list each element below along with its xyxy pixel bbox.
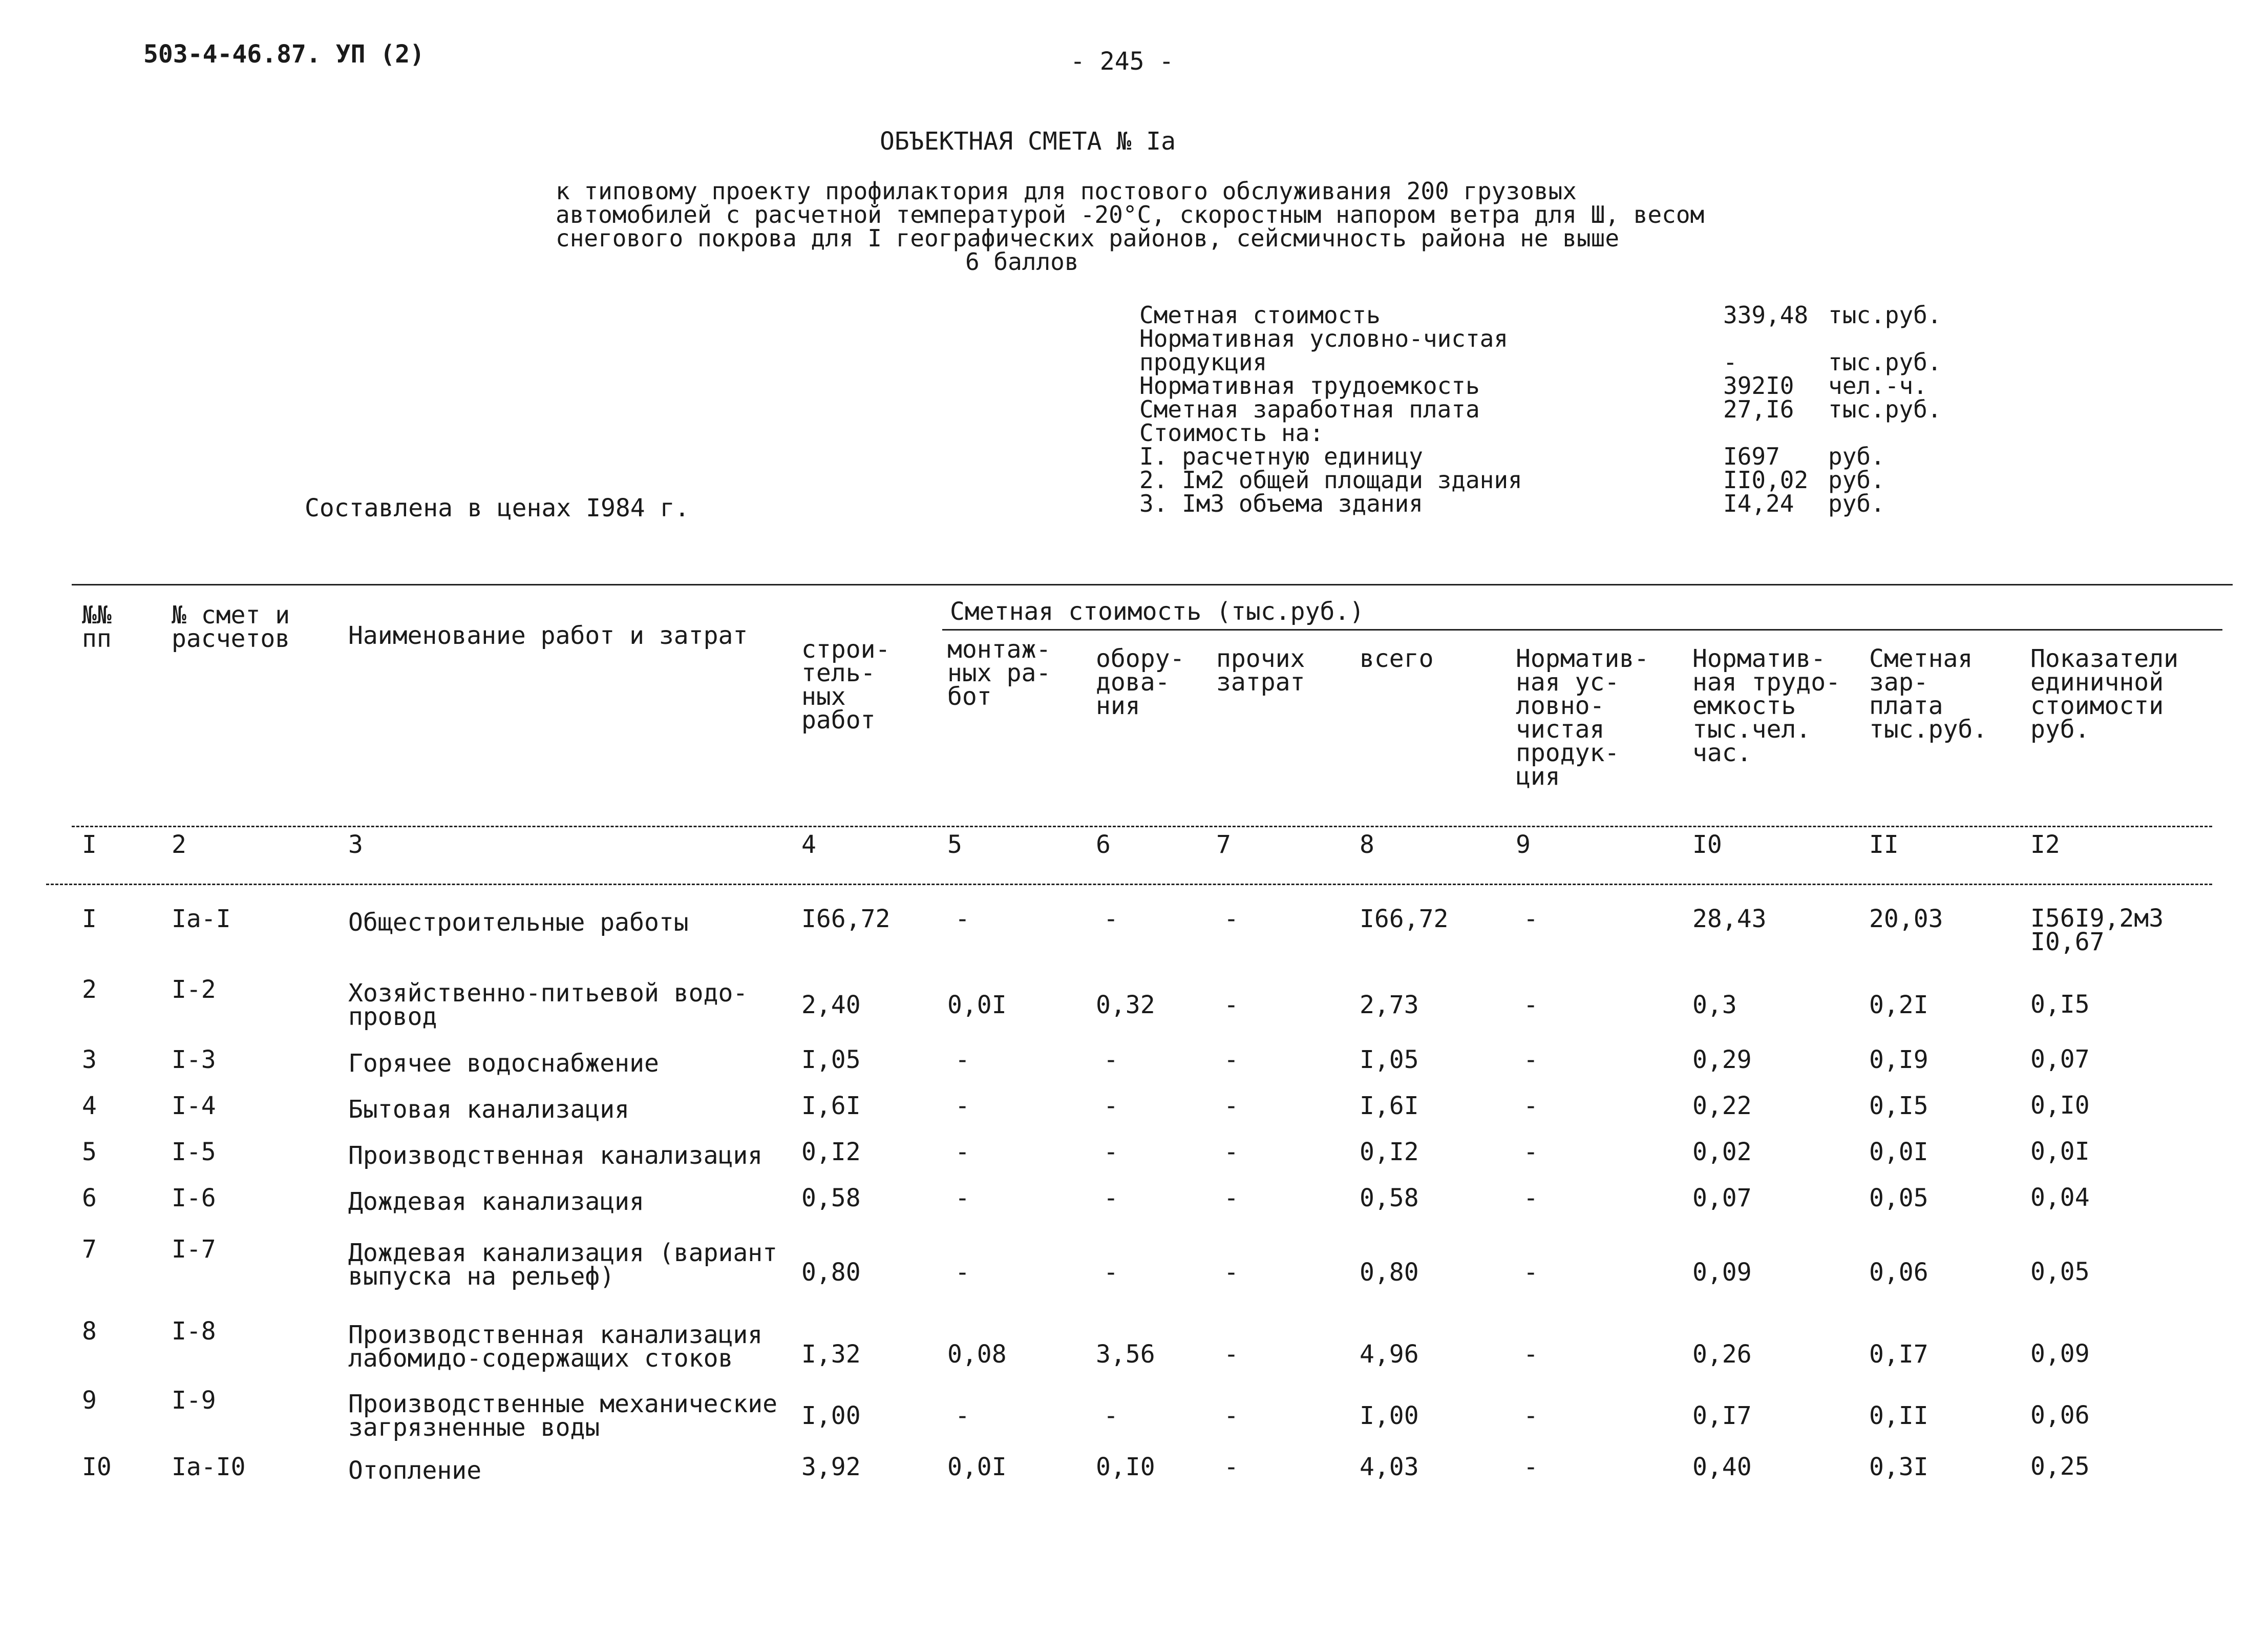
estimate-ref: I-5 (172, 1138, 216, 1166)
cell-c8: I,6I (1360, 1092, 1419, 1120)
work-name (348, 1390, 778, 1442)
cell-c8: 4,96 (1360, 1340, 1419, 1369)
cell-c5: 0,0I (947, 1453, 1007, 1481)
work-name-line: Горячее водоснабжение (348, 1049, 659, 1078)
column-header-line: ция (1516, 762, 1560, 791)
cell-c10: 0,07 (1692, 1184, 1752, 1212)
summary-unit: руб. (1828, 490, 1885, 517)
cell-c9: - (1523, 1184, 1538, 1212)
column-header-line: тыс.чел. (1692, 715, 1811, 744)
cell-c7: - (1224, 1340, 1239, 1369)
cell-c6: - (1104, 1138, 1118, 1166)
cell-c10: 0,22 (1692, 1092, 1752, 1120)
cell-c7: - (1224, 1045, 1239, 1074)
cell-c5: 0,0I (947, 991, 1007, 1019)
unit-cost-line: 0,0I (2030, 1137, 2090, 1166)
cell-c8: I66,72 (1360, 905, 1449, 933)
cell-c12 (2030, 1183, 2090, 1212)
cell-c11: 0,05 (1869, 1184, 1928, 1212)
cell-c8: 0,58 (1360, 1184, 1419, 1212)
summary-value: II0,02 (1723, 466, 1809, 494)
cell-c6: - (1104, 1045, 1118, 1074)
cell-c5: - (955, 1138, 970, 1166)
column-header-line: ная трудо- (1692, 668, 1840, 697)
summary-value: 339,48 (1723, 301, 1809, 329)
summary-label: Сметная заработная плата (1139, 395, 1480, 423)
summary-value: 392I0 (1723, 372, 1794, 400)
cell-c4: 0,I2 (801, 1138, 861, 1166)
column-header-line: руб. (2030, 715, 2090, 744)
work-name-line: выпуска на рельеф) (348, 1262, 615, 1291)
cell-c8: I,05 (1360, 1045, 1419, 1074)
document-code: 503-4-46.87. УП (2) (143, 40, 425, 69)
summary-label: Нормативная трудоемкость (1139, 372, 1480, 400)
cell-c9: - (1523, 1045, 1538, 1074)
column-header-line: прочих (1216, 644, 1305, 673)
cell-c4: I,05 (801, 1045, 861, 1074)
row-number: 3 (82, 1045, 97, 1074)
work-name (348, 908, 689, 937)
numbers-bottom-rule (46, 884, 2212, 885)
row-number: 5 (82, 1138, 97, 1166)
cell-c8: 0,80 (1360, 1258, 1419, 1287)
column-header (2030, 644, 2178, 744)
cell-c10: 0,02 (1692, 1138, 1752, 1166)
cell-c11: 0,I5 (1869, 1092, 1928, 1120)
estimate-ref: I-8 (172, 1317, 216, 1346)
column-header-line: емкость (1692, 692, 1796, 720)
cell-c5: - (955, 1045, 970, 1074)
group-header: Сметная стоимость (тыс.руб.) (950, 597, 1365, 626)
cell-c9: - (1523, 905, 1538, 933)
cell-c6: 3,56 (1096, 1340, 1155, 1369)
estimate-ref: I-7 (172, 1235, 216, 1264)
group-header-rule (942, 629, 2222, 631)
document-title: ОБЪЕКТНАЯ СМЕТА № Iа (880, 127, 1176, 156)
column-header-line: час. (1692, 739, 1752, 767)
column-header-line: ловно- (1516, 692, 1605, 720)
cell-c12 (2030, 1452, 2090, 1481)
cell-c9: - (1523, 1258, 1538, 1287)
subtitle-line: к типовому проекту профилактория для постового обслуживания 200 грузовых (556, 177, 1577, 205)
row-number: I0 (82, 1453, 112, 1481)
work-name-line: Производственная канализация (348, 1321, 763, 1349)
column-header-line: монтаж- (947, 635, 1051, 664)
cell-c11: 0,3I (1869, 1453, 1928, 1481)
summary-unit: руб. (1828, 443, 1885, 470)
cell-c6: 0,32 (1096, 991, 1155, 1019)
work-name (348, 1095, 630, 1124)
cell-c12 (2030, 1339, 2090, 1368)
cell-c7: - (1224, 1258, 1239, 1287)
column-number: 2 (172, 830, 186, 859)
summary-unit: тыс.руб. (1828, 348, 1942, 376)
cell-c6: - (1104, 1092, 1118, 1120)
cell-c5: 0,08 (947, 1340, 1007, 1369)
cell-c8: I,00 (1360, 1401, 1419, 1430)
column-number: 4 (801, 830, 816, 859)
cell-c7: - (1224, 905, 1239, 933)
column-header-line: зар- (1869, 668, 1928, 697)
column-header (172, 603, 290, 651)
row-number: 9 (82, 1386, 97, 1415)
work-name-line: Производственные механические (348, 1390, 778, 1418)
column-header-line: плата (1869, 692, 1943, 720)
summary-label: 3. Iм3 объема здания (1139, 490, 1423, 517)
cell-c12 (2030, 990, 2090, 1019)
cell-c9: - (1523, 1453, 1538, 1481)
cell-c8: 2,73 (1360, 991, 1419, 1019)
cell-c4: 0,80 (801, 1258, 861, 1287)
column-header-line: пп (82, 624, 112, 653)
cell-c12 (2030, 1260, 2090, 1284)
summary-unit: чел.-ч. (1828, 372, 1927, 400)
cell-c11: 0,0I (1869, 1138, 1928, 1166)
unit-cost-line: 0,07 (2030, 1045, 2090, 1074)
column-header-line: дова- (1096, 668, 1170, 697)
cell-c6: - (1104, 1401, 1118, 1430)
cell-c10: 0,26 (1692, 1340, 1752, 1369)
column-number: 6 (1096, 830, 1111, 859)
column-header-line: бот (947, 682, 992, 711)
cell-c10: 28,43 (1692, 905, 1767, 933)
column-header (1096, 644, 1185, 720)
summary-unit: тыс.руб. (1828, 301, 1942, 329)
row-number: I (82, 905, 97, 933)
cell-c4: I66,72 (801, 905, 891, 933)
row-number: 4 (82, 1092, 97, 1120)
column-header-line: ных ра- (947, 659, 1051, 687)
cell-c12 (2030, 1091, 2090, 1120)
column-number: I (82, 830, 97, 859)
cell-c6: - (1104, 1258, 1118, 1287)
column-header-line: ных (801, 682, 846, 711)
unit-cost-line: 0,04 (2030, 1183, 2090, 1212)
summary-label: Сметная стоимость (1139, 301, 1381, 329)
subtitle-line: снегового покрова для I географических районов, сейсмичность района не выше (556, 224, 1620, 252)
column-header-line: ная ус- (1516, 668, 1620, 697)
work-name-line: Производственная канализация (348, 1141, 763, 1170)
work-name-line: Общестроительные работы (348, 908, 689, 937)
column-header-line: №№ (82, 601, 112, 630)
cell-c5: - (955, 1184, 970, 1212)
cell-c12 (2030, 904, 2164, 956)
document-subtitle (556, 179, 1704, 274)
column-header-line: обору- (1096, 644, 1185, 673)
cell-c5: - (955, 1258, 970, 1287)
column-number: II (1869, 830, 1899, 859)
cell-c9: - (1523, 991, 1538, 1019)
cell-c7: - (1224, 1184, 1239, 1212)
column-header-line: № смет и (172, 601, 290, 630)
column-header (1216, 644, 1305, 697)
cell-c7: - (1224, 991, 1239, 1019)
row-number: 6 (82, 1184, 97, 1212)
cell-c10: 0,3 (1692, 991, 1737, 1019)
work-name (348, 981, 748, 1029)
cell-c11: 0,I7 (1869, 1340, 1928, 1369)
work-name-line: загрязненные воды (348, 1413, 600, 1442)
unit-cost-line: 0,05 (2030, 1258, 2090, 1286)
estimate-ref: I-3 (172, 1045, 216, 1074)
work-name (348, 1239, 778, 1291)
column-header-line: чистая (1516, 715, 1605, 744)
estimate-ref: Iа-I0 (172, 1453, 246, 1481)
cell-c4: 2,40 (801, 991, 861, 1019)
cell-c12 (2030, 1137, 2090, 1166)
column-header-line: ния (1096, 692, 1140, 720)
cell-c4: I,32 (801, 1340, 861, 1369)
cell-c9: - (1523, 1340, 1538, 1369)
cell-c10: 0,I7 (1692, 1401, 1752, 1430)
column-number: I0 (1692, 830, 1722, 859)
column-header (82, 603, 112, 651)
work-name-line: провод (348, 1002, 437, 1031)
summary-value: - (1723, 348, 1737, 376)
cell-c12 (2030, 1045, 2090, 1074)
summary-label: 2. Iм2 общей площади здания (1139, 466, 1522, 494)
cell-c4: I,00 (801, 1401, 861, 1430)
cell-c4: I,6I (801, 1092, 861, 1120)
cell-c10: 0,40 (1692, 1453, 1752, 1481)
estimate-ref: I-9 (172, 1386, 216, 1415)
row-number: 7 (82, 1235, 97, 1264)
cell-c11: 0,I9 (1869, 1045, 1928, 1074)
summary-value: I697 (1723, 443, 1780, 470)
cell-c11: 0,II (1869, 1401, 1928, 1430)
prices-note: Составлена в ценах I984 г. (305, 494, 690, 522)
estimate-ref: I-4 (172, 1092, 216, 1120)
column-header-line: тель- (801, 659, 876, 687)
work-name (348, 1049, 659, 1078)
cell-c7: - (1224, 1453, 1239, 1481)
cell-c4: 0,58 (801, 1184, 861, 1212)
column-header-line: Сметная (1869, 644, 1973, 673)
column-header-line: единичной (2030, 668, 2164, 697)
unit-cost-line: 0,06 (2030, 1401, 2090, 1430)
summary-label: Стоимость на: (1139, 419, 1324, 447)
column-header-line: Норматив- (1516, 644, 1649, 673)
work-name-line: Отопление (348, 1456, 482, 1485)
cell-c10: 0,29 (1692, 1045, 1752, 1074)
cell-c10: 0,09 (1692, 1258, 1752, 1287)
estimate-ref: Iа-I (172, 905, 231, 933)
estimate-ref: I-6 (172, 1184, 216, 1212)
column-header-line: Показатели (2030, 644, 2178, 673)
column-header-line: Наименование работ и затрат (348, 621, 748, 650)
summary-value: 27,I6 (1723, 395, 1794, 423)
work-name (348, 1456, 482, 1485)
unit-cost-line: 0,25 (2030, 1452, 2090, 1481)
column-number: 8 (1360, 830, 1374, 859)
cell-c11: 20,03 (1869, 905, 1943, 933)
cell-c9: - (1523, 1401, 1538, 1430)
unit-cost-line: 0,I0 (2030, 1091, 2090, 1120)
column-header (348, 621, 748, 650)
cell-c9: - (1523, 1092, 1538, 1120)
column-header-line: продук- (1516, 739, 1620, 767)
work-name-line: лабомидо-содержащих стоков (348, 1344, 733, 1373)
page-number: - 245 - (1070, 47, 1174, 76)
subtitle-line: автомобилей с расчетной температурой -20°С, скоростным напором ветра для Ш, весом (556, 201, 1705, 228)
cell-c8: 4,03 (1360, 1453, 1419, 1481)
cell-c6: - (1104, 1184, 1118, 1212)
column-header (947, 635, 1051, 711)
cell-c5: - (955, 1401, 970, 1430)
summary-label: Нормативная условно-чистая (1139, 325, 1509, 352)
cell-c5: - (955, 1092, 970, 1120)
cell-c7: - (1224, 1092, 1239, 1120)
work-name (348, 1321, 763, 1373)
subtitle-line: 6 баллов (965, 248, 1079, 276)
row-number: 2 (82, 975, 97, 1004)
work-name-line: Дождевая канализация (348, 1187, 644, 1216)
column-header-line: всего (1360, 644, 1434, 673)
column-header-line: строи- (801, 635, 891, 664)
unit-cost-line: 0,I5 (2030, 990, 2090, 1019)
cell-c11: 0,06 (1869, 1258, 1928, 1287)
column-header-line: затрат (1216, 668, 1305, 697)
summary-unit: руб. (1828, 466, 1885, 494)
cell-c6: 0,I0 (1096, 1453, 1155, 1481)
column-header (1869, 644, 1988, 744)
column-header-line: тыс.руб. (1869, 715, 1988, 744)
cell-c7: - (1224, 1138, 1239, 1166)
unit-cost-line: I0,67 (2030, 928, 2105, 956)
cell-c12 (2030, 1401, 2090, 1430)
summary-unit: тыс.руб. (1828, 395, 1942, 423)
cell-c11: 0,2I (1869, 991, 1928, 1019)
summary-label: продукция (1139, 348, 1267, 376)
column-number: 3 (348, 830, 363, 859)
work-name-line: Хозяйственно-питьевой водо- (348, 979, 748, 1008)
column-header (801, 635, 891, 735)
column-header (1516, 644, 1649, 791)
work-name-line: Дождевая канализация (вариант (348, 1239, 778, 1267)
column-header-line: расчетов (172, 624, 290, 653)
column-header (1360, 644, 1434, 673)
unit-cost-line: 0,09 (2030, 1339, 2090, 1368)
column-header-line: Норматив- (1692, 644, 1826, 673)
summary-label: I. расчетную единицу (1139, 443, 1423, 470)
cell-c7: - (1224, 1401, 1239, 1430)
cell-c4: 3,92 (801, 1453, 861, 1481)
row-number: 8 (82, 1317, 97, 1346)
column-number: 7 (1216, 830, 1231, 859)
summary-value: I4,24 (1723, 490, 1794, 517)
cell-c8: 0,I2 (1360, 1138, 1419, 1166)
column-number: 9 (1516, 830, 1531, 859)
header-bottom-rule (72, 826, 2212, 827)
column-number: 5 (947, 830, 962, 859)
cell-c9: - (1523, 1138, 1538, 1166)
column-header-line: работ (801, 706, 876, 735)
column-header-line: стоимости (2030, 692, 2164, 720)
estimate-ref: I-2 (172, 975, 216, 1004)
table-top-rule (72, 584, 2233, 585)
unit-cost-line: I56I9,2м3 (2030, 904, 2164, 933)
work-name (348, 1187, 644, 1216)
column-header (1692, 644, 1840, 767)
cell-c6: - (1104, 905, 1118, 933)
work-name-line: Бытовая канализация (348, 1095, 630, 1124)
work-name (348, 1141, 763, 1170)
column-number: I2 (2030, 830, 2060, 859)
cell-c5: - (955, 905, 970, 933)
